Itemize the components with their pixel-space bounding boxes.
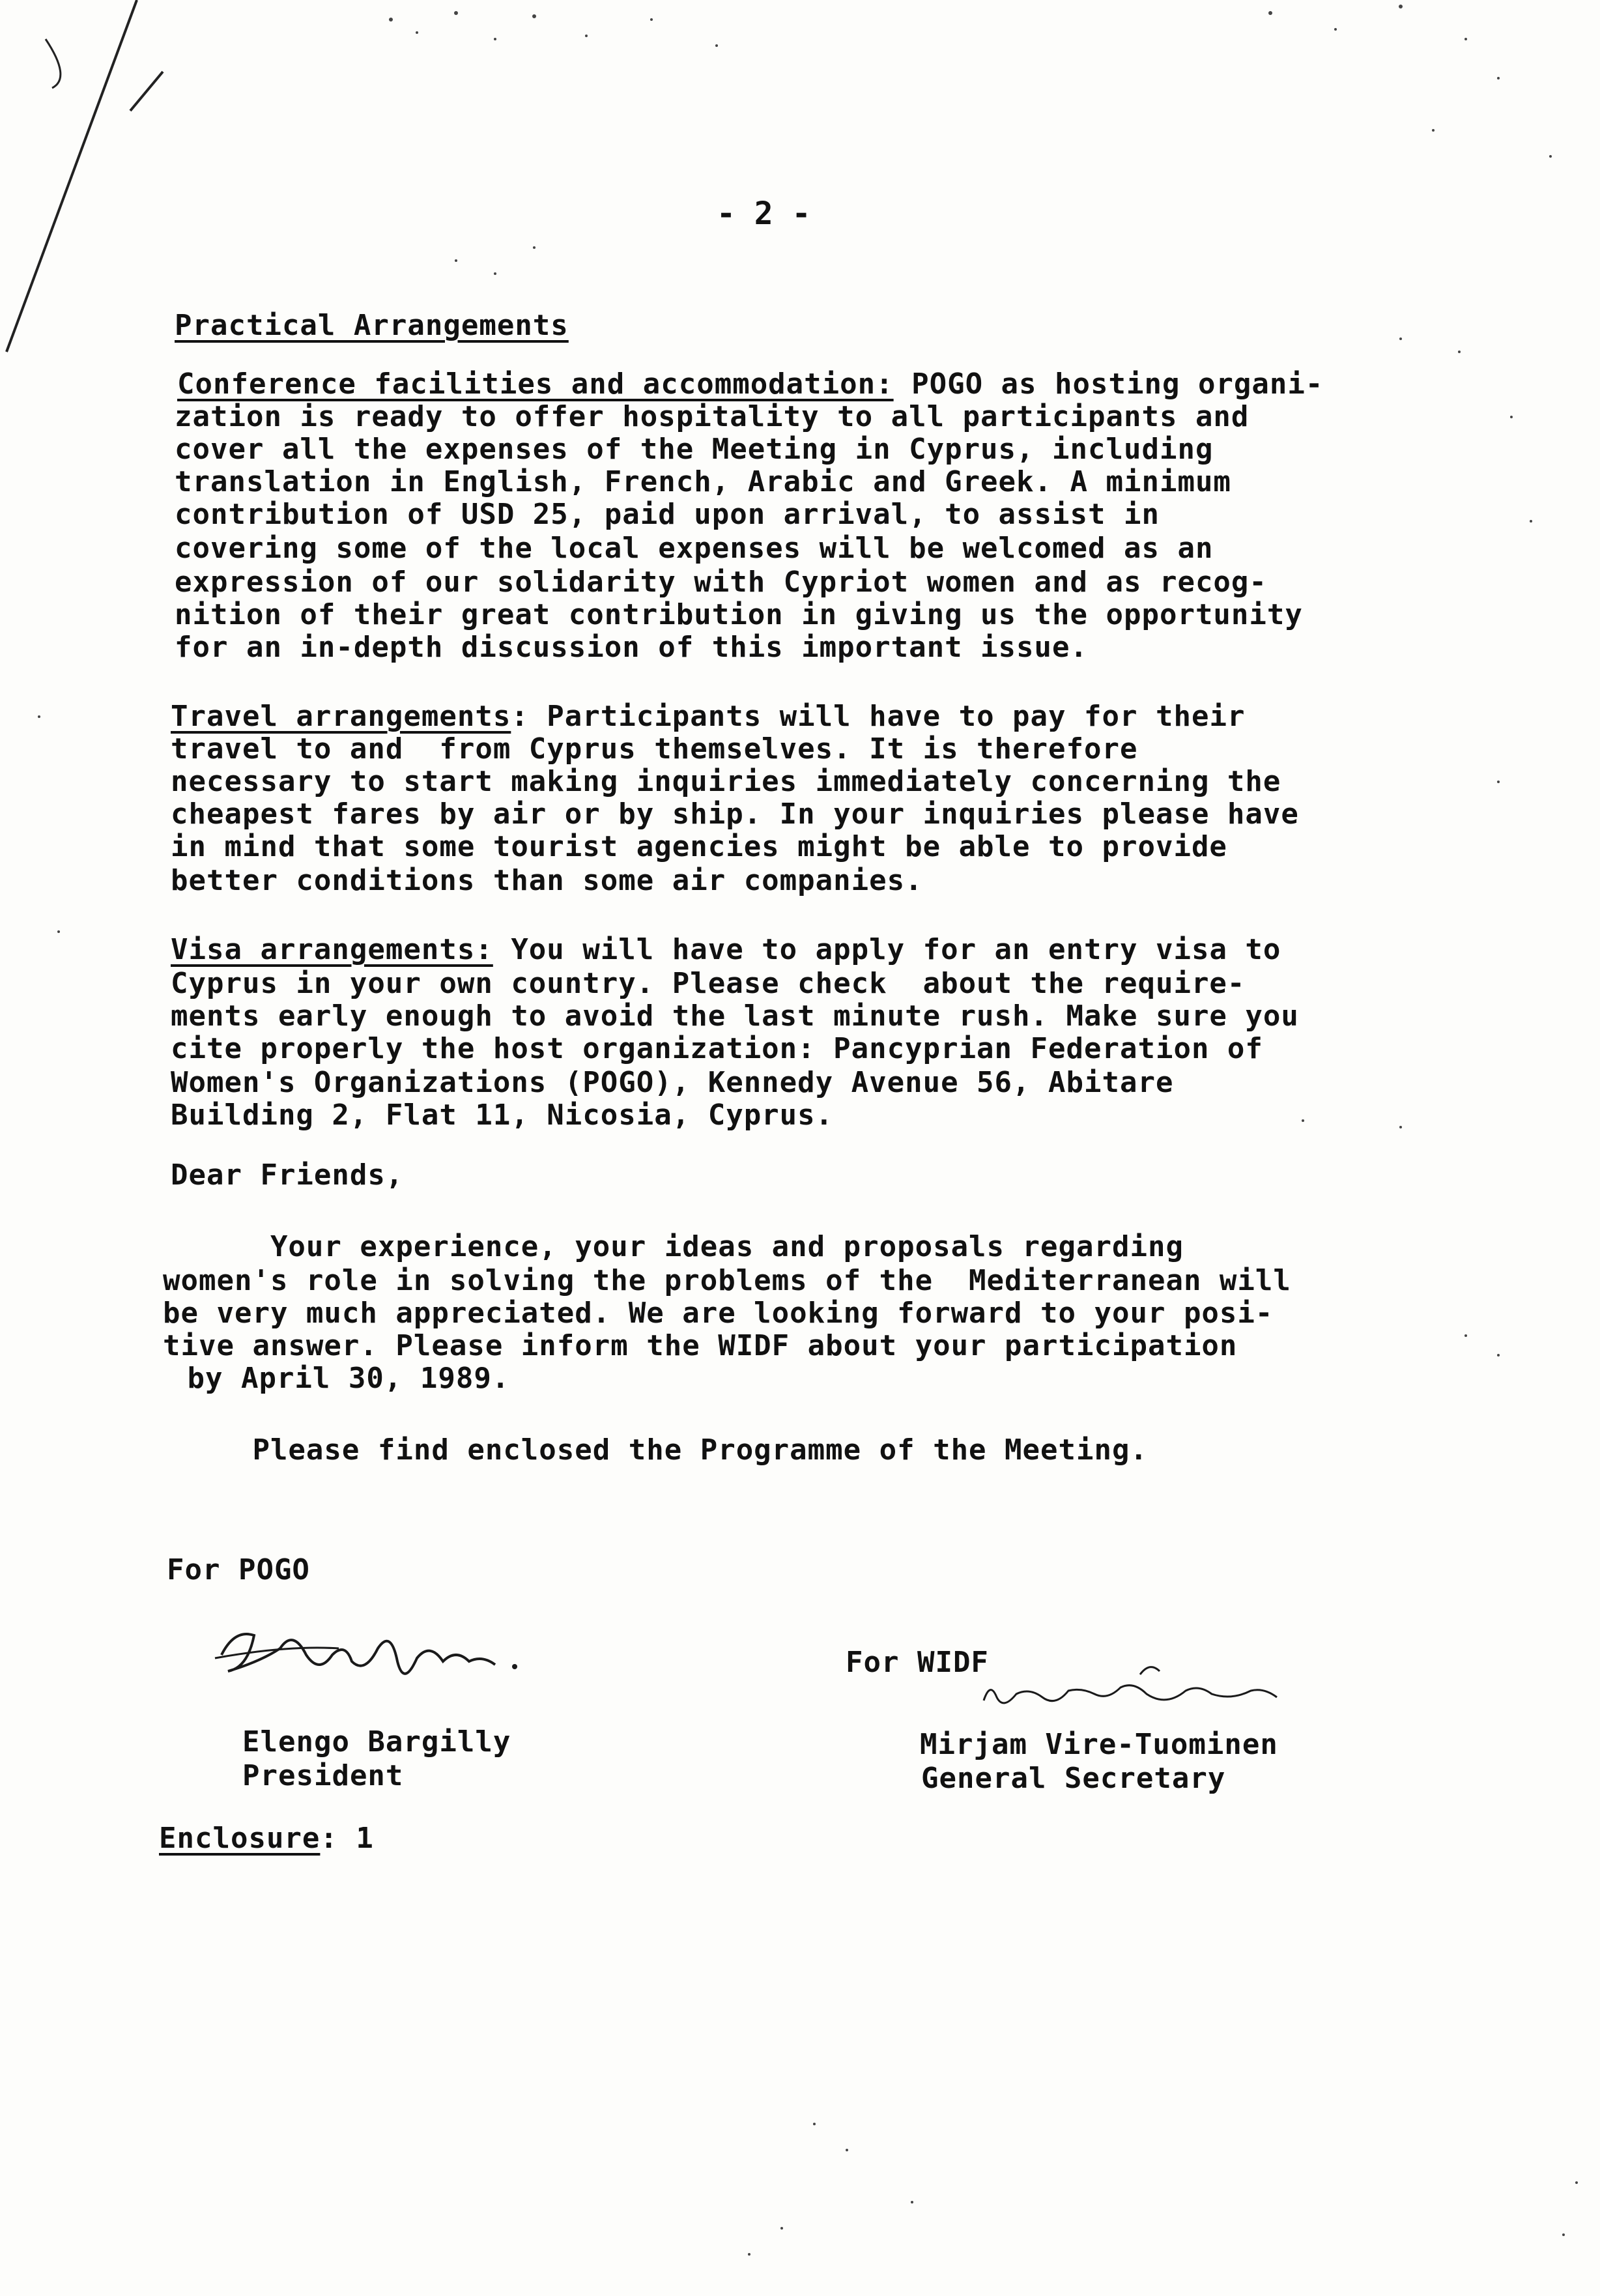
travel-label: Travel arrangements <box>171 700 511 733</box>
enclosure-value: : 1 <box>320 1822 374 1855</box>
visa-line-5: Building 2, Flat 11, Nicosia, Cyprus. <box>171 1098 834 1132</box>
travel-line-3: cheapest fares by air or by ship. In your inquiries please have <box>171 797 1299 831</box>
conference-line-5: covering some of the local expenses will be welcomed as an <box>175 532 1214 565</box>
body-line-1: women's role in solving the problems of the Mediterranean will <box>163 1264 1291 1297</box>
for-widf-label: For WIDF <box>846 1646 989 1679</box>
visa-line-3: cite properly the host organization: Pancyprian Federation of <box>171 1032 1263 1065</box>
body-line-2: be very much appreciated. We are looking forward to your posi- <box>163 1297 1274 1330</box>
pogo-signatory-name: Elengo Bargilly <box>242 1725 511 1758</box>
conference-first-line <box>177 367 1324 401</box>
widf-signatory-title: General Secretary <box>921 1762 1226 1795</box>
salutation: Dear Friends, <box>171 1158 404 1192</box>
visa-line-1: Cyprus in your own country. Please check about the require- <box>171 967 1246 1000</box>
visa-line-2: ments early enough to avoid the last minute rush. Make sure you <box>171 999 1299 1033</box>
widf-signature <box>977 1648 1290 1714</box>
enclosure-label: Enclosure <box>159 1822 321 1855</box>
pogo-signature <box>208 1609 547 1700</box>
widf-signatory-name: Mirjam Vire-Tuominen <box>920 1728 1278 1761</box>
travel-line-0: : Participants will have to pay for their <box>511 700 1246 733</box>
conference-label: Conference facilities and accommodation: <box>177 367 894 401</box>
page-number: - 2 - <box>717 195 811 232</box>
conference-line-2: cover all the expenses of the Meeting in Cyprus, including <box>175 433 1214 466</box>
visa-line-0: You will have to apply for an entry visa to <box>493 933 1281 966</box>
for-pogo-label: For POGO <box>167 1553 310 1586</box>
conference-line-4: contribution of USD 25, paid upon arrival, to assist in <box>175 498 1160 531</box>
travel-line-1: travel to and from Cyprus themselves. It is therefore <box>171 732 1138 766</box>
section-heading: Practical Arrangements <box>175 309 569 342</box>
travel-line-2: necessary to start making inquiries immediately concerning the <box>171 765 1281 798</box>
body-line-4: by April 30, 1989. <box>169 1362 510 1395</box>
conference-line-0: POGO as hosting organi- <box>893 367 1324 401</box>
conference-line-3: translation in English, French, Arabic and Greek. A minimum <box>175 465 1231 498</box>
travel-first-line <box>171 702 1245 731</box>
conference-line-1: zation is ready to offer hospitality to all participants and <box>175 400 1250 433</box>
pogo-signatory-title: President <box>242 1759 404 1792</box>
body-line-3: tive answer. Please inform the WIDF about your participation <box>163 1329 1238 1362</box>
travel-line-5: better conditions than some air companies. <box>171 864 923 897</box>
conference-line-6: expression of our solidarity with Cypriot women and as recog- <box>175 566 1267 599</box>
visa-line-4: Women's Organizations (POGO), Kennedy Avenue 56, Abitare <box>171 1066 1174 1099</box>
conference-line-8: for an in-depth discussion of this important issue. <box>175 631 1089 664</box>
conference-line-7: nition of their great contribution in giving us the opportunity <box>175 598 1303 631</box>
enclosure-line <box>159 1824 374 1853</box>
visa-label: Visa arrangements: <box>171 933 493 966</box>
enclosed-note: Please find enclosed the Programme of the Meeting. <box>163 1433 1148 1467</box>
body-line-0: Your experience, your ideas and proposals regarding <box>163 1230 1184 1263</box>
visa-first-line <box>171 933 1281 966</box>
travel-line-4: in mind that some tourist agencies might be able to provide <box>171 830 1227 863</box>
